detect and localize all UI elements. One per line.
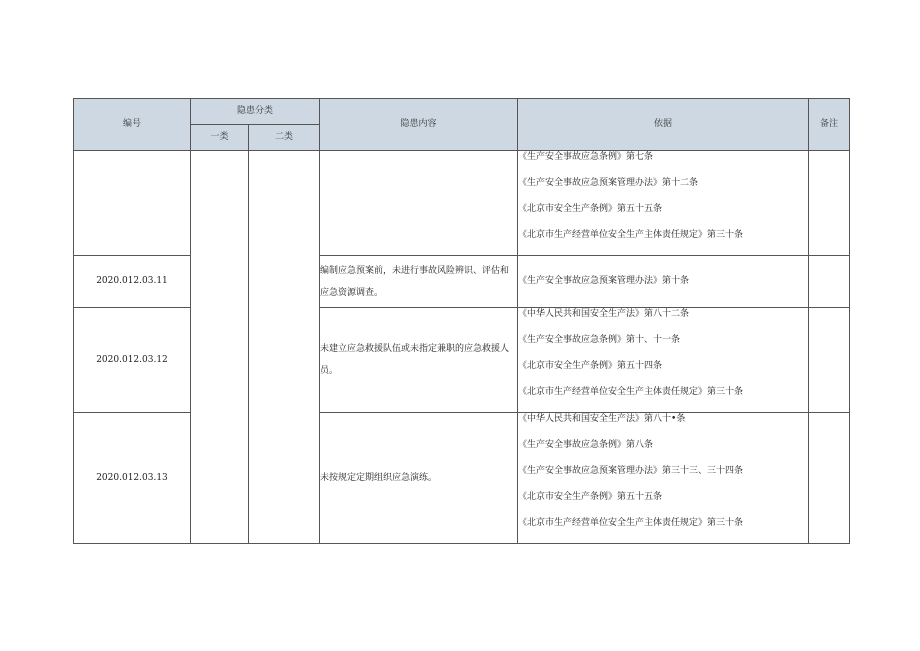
basis-item: 《北京市生产经营单位安全生产主体责任规定》第三十条 [518, 230, 744, 240]
header-cat2: 二类 [249, 125, 320, 151]
row-code: 2020.012.03.13 [74, 413, 191, 544]
row-remarks [809, 308, 850, 413]
basis-item: 《生产安全事故应急条例》第十、十一条 [518, 335, 681, 345]
basis-item: 《北京市生产经营单位安全生产主体责任规定》第三十条 [518, 387, 744, 397]
hazard-table [73, 98, 850, 544]
header-category-group: 隐患分类 [191, 99, 320, 125]
basis-item: 《生产安全事故应急条例》第八条 [518, 440, 654, 450]
row-content: 编制应急预案前，未进行事故风险辨识、评估和应急资源调查。 [320, 256, 518, 308]
header-cat1: 一类 [191, 125, 249, 151]
row-content: 未按规定定期组织应急演练。 [320, 413, 518, 544]
row-basis [518, 256, 809, 308]
table-row [74, 308, 850, 413]
header-remarks: 备注 [809, 99, 850, 151]
row-content [320, 151, 518, 256]
row-basis [518, 413, 809, 544]
row-basis [518, 151, 809, 256]
row-remarks [809, 151, 850, 256]
row-code [74, 151, 191, 256]
row-basis [518, 308, 809, 413]
table-row [74, 413, 850, 544]
basis-item: 《生产安全事故应急预案管理办法》第十条 [518, 275, 690, 286]
table-row [74, 256, 850, 308]
basis-item: 《北京市安全生产条例》第五十五条 [518, 492, 663, 502]
basis-item: 《中华人民共和国安全生产法》第八十二条 [518, 309, 690, 319]
row-remarks [809, 413, 850, 544]
row-code: 2020.012.03.11 [74, 256, 191, 308]
basis-item: 《北京市安全生产条例》第五十四条 [518, 361, 663, 371]
header-code: 编号 [74, 99, 191, 151]
basis-item: 《生产安全事故应急预案管理办法》第三十三、三十四条 [518, 466, 744, 476]
header-basis: 依据 [518, 99, 809, 151]
header-content: 隐患内容 [320, 99, 518, 151]
row-remarks [809, 256, 850, 308]
basis-item: 《北京市生产经营单位安全生产主体责任规定》第三十条 [518, 518, 744, 528]
row-content: 未建立应急救援队伍或未指定兼职的应急救援人员。 [320, 308, 518, 413]
basis-item: 《北京市安全生产条例》第五十五条 [518, 204, 663, 214]
basis-item: 《生产安全事故应急预案管理办法》第十二条 [518, 178, 699, 188]
cat2-cell [249, 151, 320, 544]
row-code: 2020.012.03.12 [74, 308, 191, 413]
basis-item: 《生产安全事故应急条例》第七条 [518, 152, 654, 162]
table-row [74, 151, 850, 256]
basis-item: 《中华人民共和国安全生产法》第八十•条 [518, 414, 686, 424]
cat1-cell [191, 151, 249, 544]
